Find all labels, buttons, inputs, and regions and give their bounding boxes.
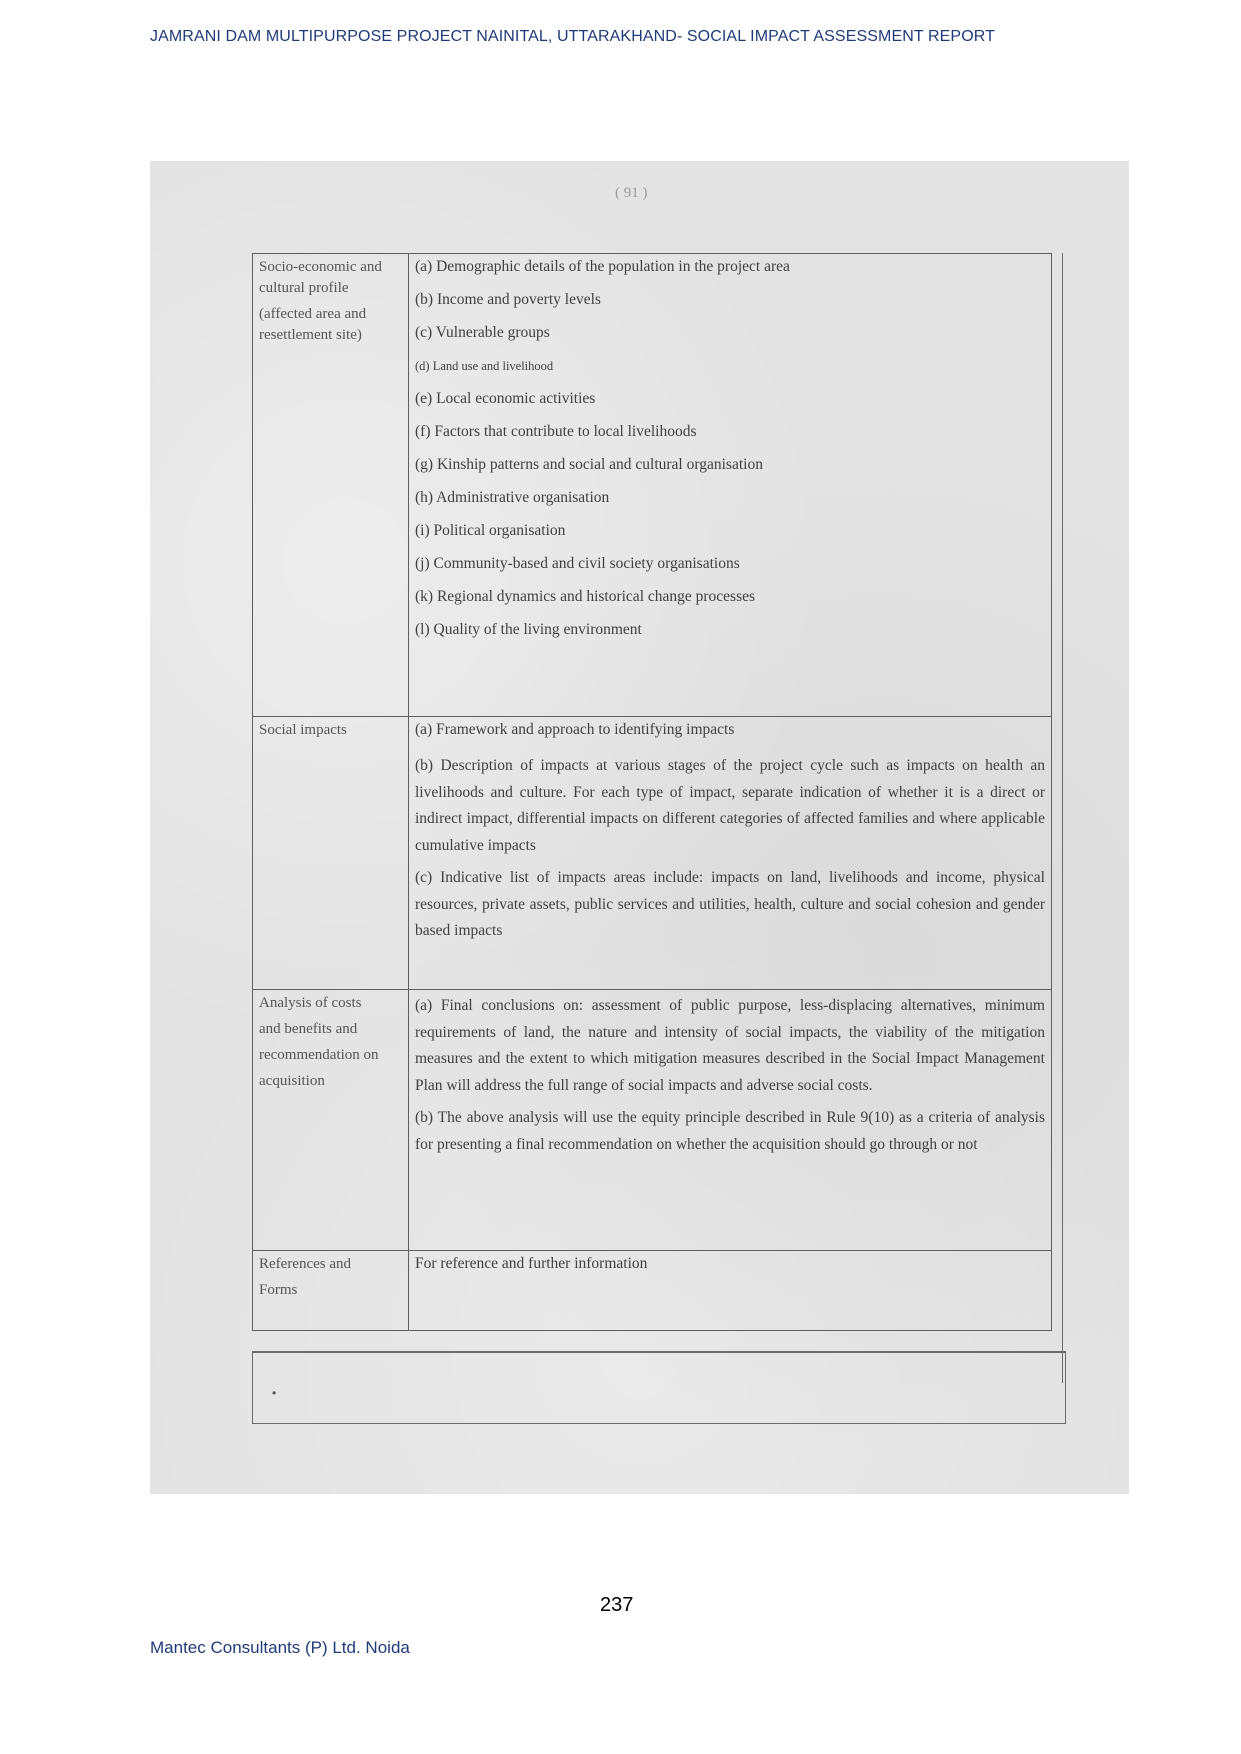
row-label-line: (affected area and resettlement site) — [259, 306, 367, 343]
report-header: JAMRANI DAM MULTIPURPOSE PROJECT NAINITAL, UTTARAKHAND- SOCIAL IMPACT ASSESSMENT REPORT — [150, 28, 995, 45]
scan-page-marker: ( 91 ) — [615, 185, 648, 201]
list-item: (f) Factors that contribute to local livelihoods — [415, 423, 697, 440]
row-label-line: References and — [259, 1256, 352, 1272]
table-row — [253, 1251, 1052, 1331]
table-row — [253, 254, 1052, 717]
row-label-line: Analysis of costs — [259, 995, 362, 1011]
row-label — [253, 990, 409, 1251]
row-content — [409, 717, 1052, 990]
list-item: (c) Vulnerable groups — [415, 324, 550, 341]
report-footer: Mantec Consultants (P) Ltd. Noida — [150, 1638, 410, 1657]
row-label-line: Social impacts — [259, 722, 347, 738]
list-item: (a) Framework and approach to identifying impacts — [415, 721, 735, 738]
row-label — [253, 1251, 409, 1331]
list-item: (c) Indicative list of impacts areas include: impacts on land, livelihoods and income, physical resources, private assets, public services and utilities, health, culture and social cohesion and gender based impacts — [415, 869, 1045, 939]
row-label — [253, 717, 409, 990]
table-row — [253, 717, 1052, 990]
row-content — [409, 254, 1052, 717]
list-item: (b) The above analysis will use the equity principle described in Rule 9(10) as a criteria of analysis for presenting a final recommendation on whether the acquisition should go through or not — [415, 1109, 1045, 1153]
table-right-rule — [1062, 253, 1063, 1383]
scan-bottom-box — [252, 1351, 1066, 1424]
row-label-line: Forms — [259, 1282, 298, 1298]
list-item: (g) Kinship patterns and social and cultural organisation — [415, 456, 763, 473]
list-item: (a) Demographic details of the population in the project area — [415, 258, 790, 275]
scanned-document-image — [150, 161, 1129, 1494]
row-label-line: and benefits and — [259, 1021, 358, 1037]
list-item: (a) Final conclusions on: assessment of public purpose, less-displacing alternatives, minimum requirements of land, the nature and intensity of social impacts, the viability of the mitigation measures and the extent to which mitigation measures described in the Social Impact Management Plan will address the full range of social impacts and adverse social costs. — [415, 997, 1045, 1094]
row-content — [409, 1251, 1052, 1331]
list-item: (i) Political organisation — [415, 522, 566, 539]
list-item: (e) Local economic activities — [415, 390, 596, 407]
row-label-line: acquisition — [259, 1073, 325, 1089]
list-item: (l) Quality of the living environment — [415, 621, 642, 638]
row-label-line: recommendation on — [259, 1047, 379, 1063]
row-content — [409, 990, 1052, 1251]
row-label-line: Socio-economic and cultural profile — [259, 259, 382, 296]
table-row — [253, 990, 1052, 1251]
list-item: (b) Description of impacts at various stages of the project cycle such as impacts on health an livelihoods and culture. For each type of impact, separate indication of whether it is a direct or indirect impact, differential impacts on different categories of affected families and where applicable cumulative impacts — [415, 757, 1045, 854]
list-item: For reference and further information — [415, 1255, 648, 1272]
list-item: (j) Community-based and civil society organisations — [415, 555, 740, 572]
list-item: (b) Income and poverty levels — [415, 291, 601, 308]
page-number: 237 — [600, 1594, 634, 1616]
list-item: (h) Administrative organisation — [415, 489, 610, 506]
row-label — [253, 254, 409, 717]
list-item: (k) Regional dynamics and historical change processes — [415, 588, 756, 605]
list-item: (d) Land use and livelihood — [415, 359, 554, 373]
scan-bottom-mark: • — [272, 1386, 277, 1400]
sia-contents-table — [252, 253, 1052, 1331]
